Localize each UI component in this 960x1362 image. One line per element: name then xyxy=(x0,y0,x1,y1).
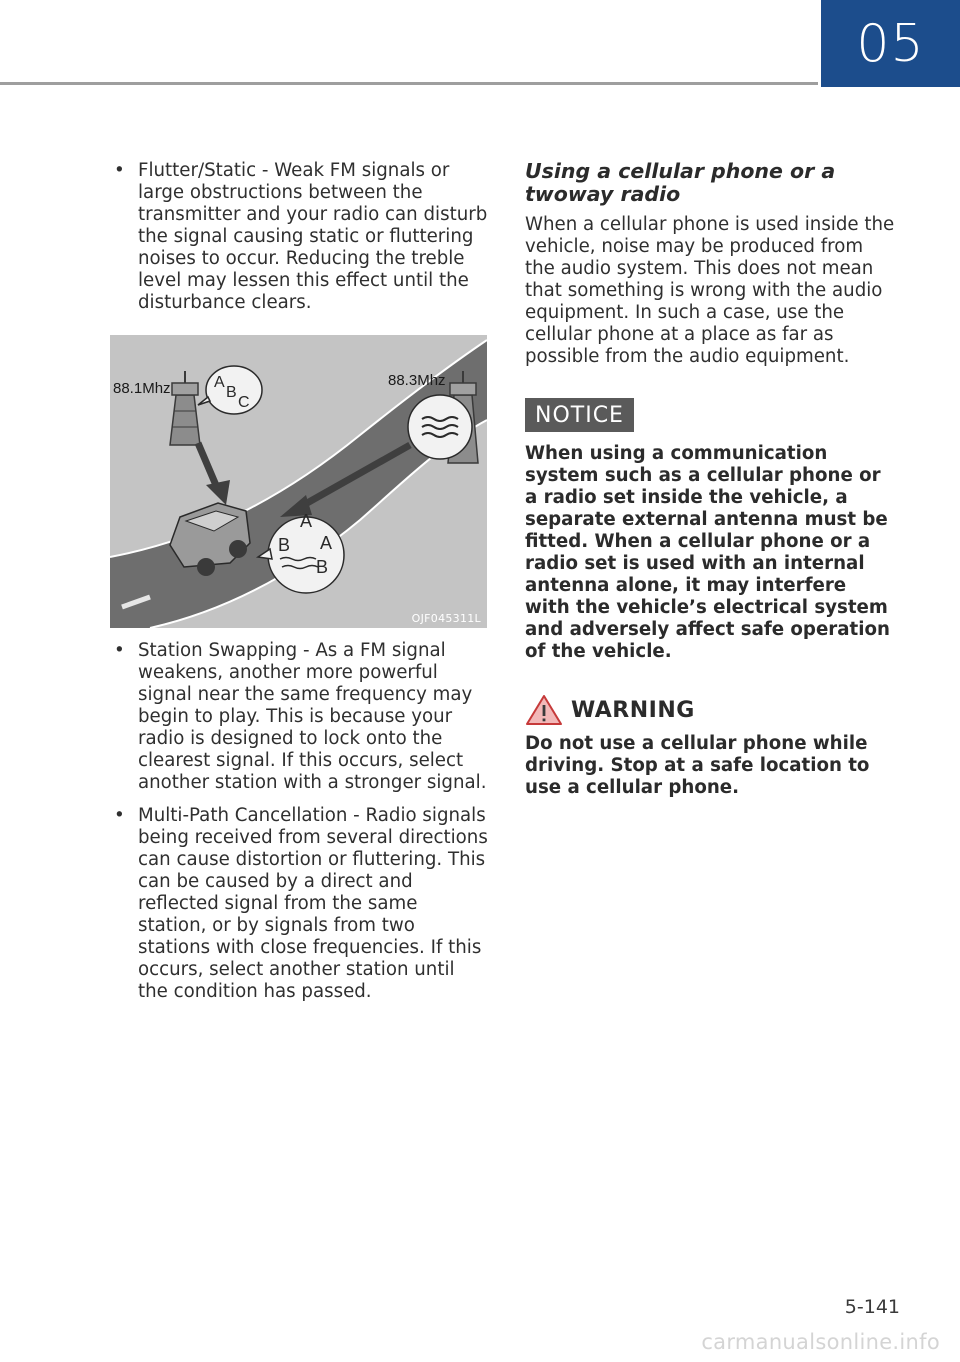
multipath-letter-b2: B xyxy=(316,557,329,577)
multipath-letter-a1: A xyxy=(300,511,313,531)
left-radio-tower xyxy=(170,371,200,445)
bubble-letter-c: C xyxy=(238,394,250,411)
frequency-label-left: 88.1Mhz xyxy=(113,380,171,397)
bullet-dot: • xyxy=(114,640,125,661)
bubble-letter-a: A xyxy=(214,374,225,391)
bullet-dot: • xyxy=(114,160,125,181)
signal-arrow-left xyxy=(198,443,218,490)
left-column-bottom xyxy=(112,640,490,1003)
signal-bubble-static xyxy=(408,395,472,459)
right-column xyxy=(525,160,897,799)
signal-bubble-clear xyxy=(198,366,262,414)
bullet-flutter-static xyxy=(112,160,490,314)
figure-code: OJF045311L xyxy=(411,612,481,625)
bullet-text: Multi-Path Cancellation - Radio signals being received from several directions can cause distortion or fluttering. This can be caused by a direct and reflected signal from the same station, or by signals from two stations with close frequencies. If this occurs, select another station until the condition has passed. xyxy=(138,805,488,1002)
left-column-top xyxy=(112,160,490,314)
header-rule xyxy=(0,82,818,85)
multipath-letter-b1: B xyxy=(278,535,291,555)
bullet-station-swapping xyxy=(112,640,490,794)
illustration-drawing xyxy=(110,335,487,628)
page-number: 5-141 xyxy=(844,1296,900,1318)
section-heading: Using a cellular phone or a twoway radio xyxy=(525,159,836,206)
bubble-letter-b: B xyxy=(226,384,237,401)
multipath-letter-a2: A xyxy=(320,533,333,553)
warning-text: Do not use a cellular phone while driving. Stop at a safe location to use a cellular phone. xyxy=(525,733,870,798)
section-paragraph: When a cellular phone is used inside the vehicle, noise may be produced from the audio system. This does not mean that something is wrong with the audio equipment. In such a case, use the cellular phone at a place as far as possible from the audio equipment. xyxy=(525,214,895,367)
radio-reception-illustration xyxy=(110,335,487,628)
notice-badge: NOTICE xyxy=(525,398,634,432)
watermark: carmanualsonline.info xyxy=(701,1330,940,1354)
warning-triangle-icon xyxy=(525,694,563,726)
chapter-tab: 05 xyxy=(821,0,960,87)
bullet-text: Station Swapping - As a FM signal weakens, another more powerful signal near the same frequency may begin to play. This is because your radio is designed to lock onto the clearest signal. If this occurs, select another station with a stronger signal. xyxy=(138,640,487,793)
notice-text: When using a communication system such as a cellular phone or a radio set inside the vehicle, a separate external antenna must be fitted. When a cellular phone or a radio set is used with an internal antenna alone, it may interfere with the vehicle’s electrical system and adversely affect safe operation of the vehicle. xyxy=(525,443,890,662)
frequency-label-right: 88.3Mhz xyxy=(388,372,446,389)
warning-label: WARNING xyxy=(571,697,695,723)
bullet-multipath-cancellation xyxy=(112,805,490,1003)
bullet-dot: • xyxy=(114,805,125,826)
warning-header xyxy=(525,693,897,727)
bullet-text: Flutter/Static - Weak FM signals or large obstructions between the transmitter and your radio can disturb the signal causing static or fluttering noises to occur. Reducing the treble level may lessen this effect until the disturbance clears. xyxy=(138,160,488,313)
